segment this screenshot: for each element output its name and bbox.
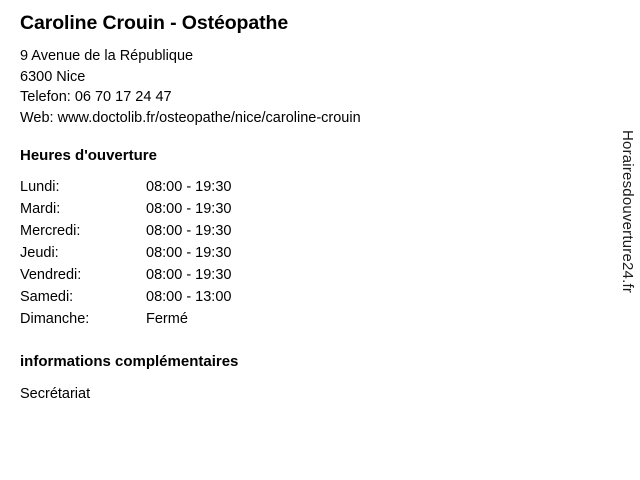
main-content	[20, 10, 595, 405]
additional-info-heading: informations complémentaires	[20, 353, 239, 370]
day-label: Lundi:	[20, 179, 60, 195]
day-label: Samedi:	[20, 289, 74, 305]
day-hours: 08:00 - 19:30	[146, 245, 232, 261]
day-label: Vendredi:	[20, 267, 82, 283]
additional-info-text: Secrétariat	[20, 386, 91, 402]
day-label: Jeudi:	[20, 245, 59, 261]
table-row	[20, 177, 326, 199]
address-block	[20, 46, 595, 128]
table-row	[20, 287, 326, 309]
day-hours: 08:00 - 19:30	[146, 223, 232, 239]
site-watermark: Horairesdouverture24.fr	[619, 130, 636, 294]
phone-line: Telefon: 06 70 17 24 47	[20, 89, 172, 105]
opening-hours-heading: Heures d'ouverture	[20, 147, 157, 164]
day-hours: 08:00 - 19:30	[146, 201, 232, 217]
opening-hours-table	[20, 177, 326, 331]
day-hours: Fermé	[146, 311, 188, 327]
website-line: Web: www.doctolib.fr/osteopathe/nice/caroline-crouin	[20, 109, 361, 126]
page-title: Caroline Crouin - Ostéopathe	[20, 12, 289, 34]
day-hours: 08:00 - 19:30	[146, 267, 232, 283]
day-label: Dimanche:	[20, 311, 90, 327]
table-row	[20, 265, 326, 287]
day-label: Mercredi:	[20, 223, 81, 239]
table-row	[20, 309, 326, 331]
day-hours: 08:00 - 13:00	[146, 289, 232, 305]
address-city: 6300 Nice	[20, 68, 86, 85]
table-row	[20, 243, 326, 265]
day-hours: 08:00 - 19:30	[146, 179, 232, 195]
day-label: Mardi:	[20, 201, 61, 217]
table-row	[20, 199, 326, 221]
table-row	[20, 221, 326, 243]
address-street: 9 Avenue de la République	[20, 48, 194, 64]
